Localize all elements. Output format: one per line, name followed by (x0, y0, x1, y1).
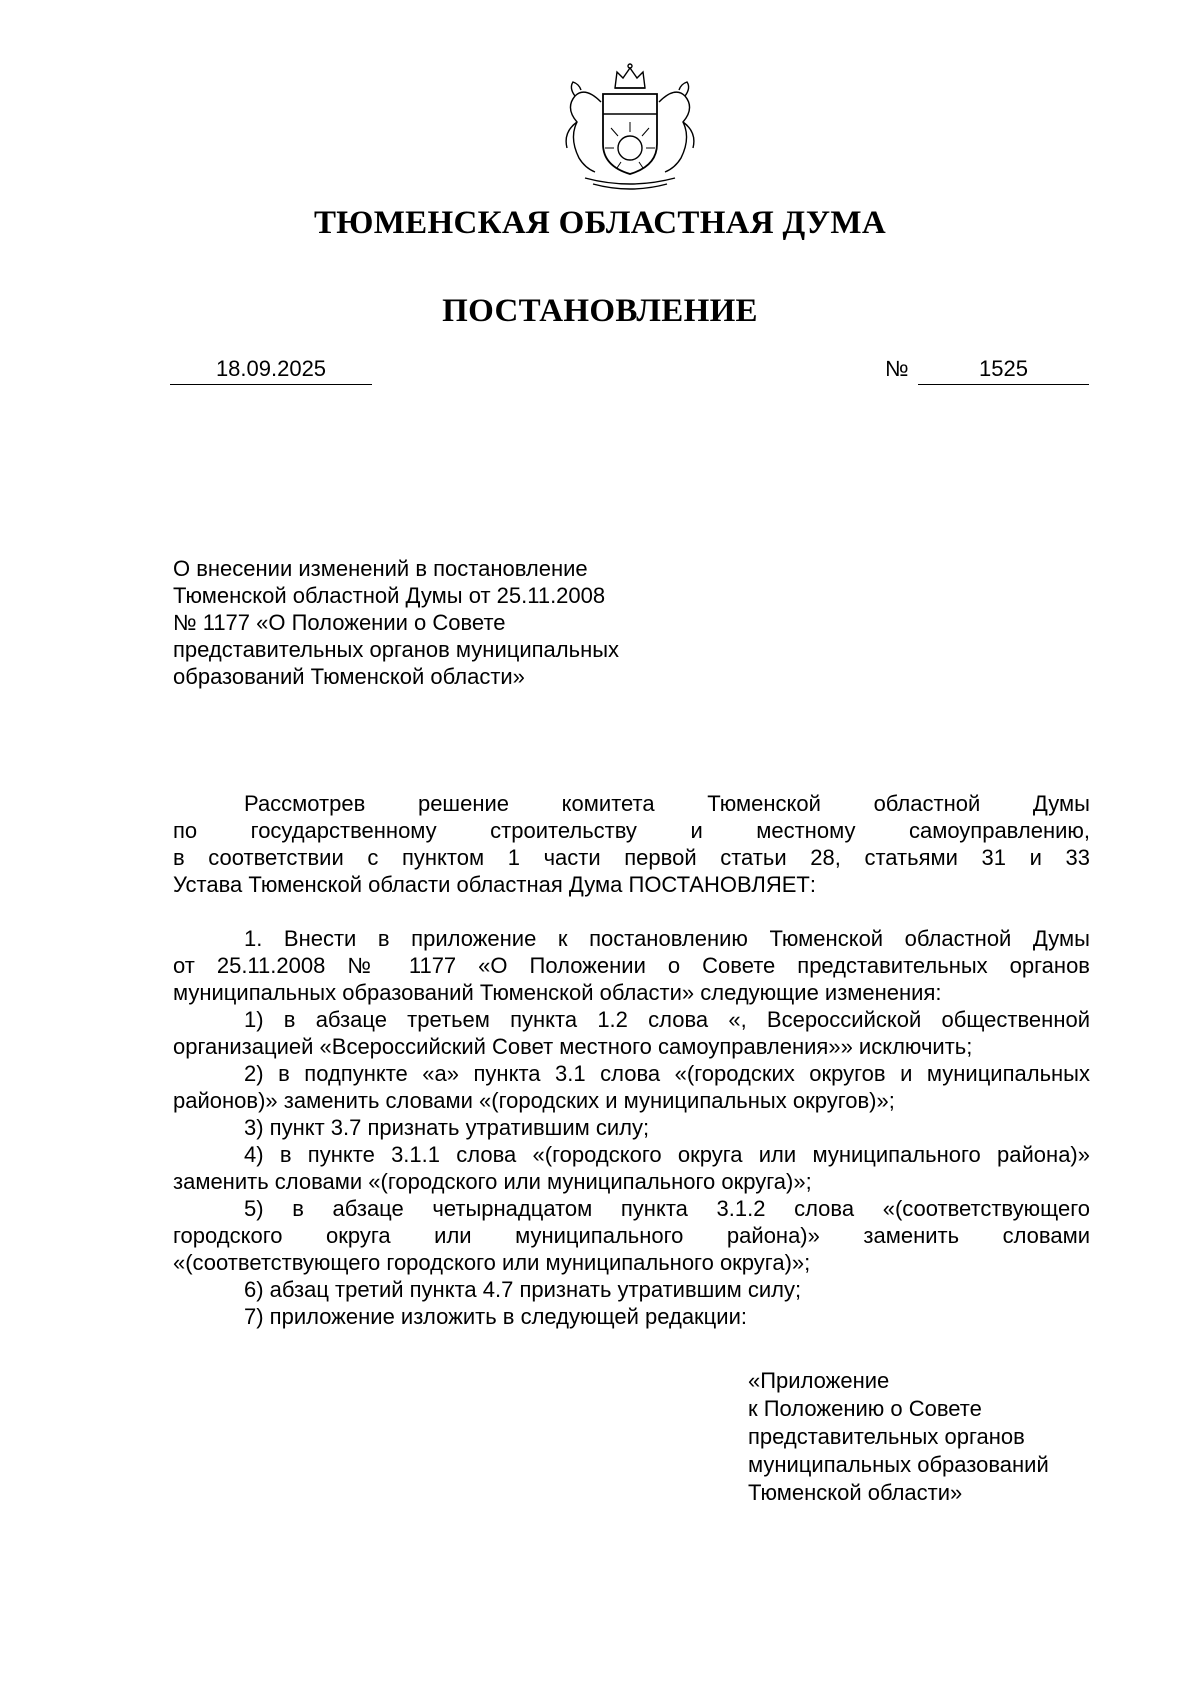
appendix-line: представительных органов (748, 1424, 1025, 1449)
subject-line: образований Тюменской области» (173, 664, 525, 689)
change-line: 1) в абзаце третьем пункта 1.2 слова «, Всероссийской общественной (244, 1007, 1090, 1032)
change-line: 7) приложение изложить в следующей редакции: (244, 1304, 747, 1329)
preamble-line: Рассмотрев решение комитета Тюменской областной Думы (244, 791, 1090, 816)
item-line: от 25.11.2008 № 1177 «О Положении о Совете представительных органов (173, 953, 1090, 978)
paragraph-spacer (173, 898, 1090, 925)
preamble-line: по государственному строительству и местному самоуправлению, (173, 818, 1090, 843)
change-line: 5) в абзаце четырнадцатом пункта 3.1.2 слова «(соответствующего (244, 1196, 1090, 1221)
preamble-line: Устава Тюменской области областная Дума ПОСТАНОВЛЯЕТ: (173, 872, 816, 897)
document-type-title: ПОСТАНОВЛЕНИЕ (442, 293, 758, 329)
item-line: муниципальных образований Тюменской области» следующие изменения: (173, 980, 942, 1005)
organization-title: ТЮМЕНСКАЯ ОБЛАСТНАЯ ДУМА (313, 205, 887, 241)
change-line: организацией «Всероссийский Совет местного самоуправления»» исключить; (173, 1034, 973, 1059)
number-sign: № (885, 356, 909, 381)
change-line: 6) абзац третий пункта 4.7 признать утратившим силу; (244, 1277, 802, 1302)
appendix-line: к Положению о Совете (748, 1396, 982, 1421)
subject-line: № 1177 «О Положении о Совете (173, 610, 506, 635)
appendix-line: «Приложение (748, 1368, 890, 1393)
document-subject (173, 555, 693, 690)
change-line: городского округа или муниципального района)» заменить словами (173, 1223, 1090, 1248)
preamble-line: в соответствии с пунктом 1 части первой статьи 28, статьями 31 и 33 (173, 845, 1090, 870)
appendix-line: Тюменской области» (748, 1480, 963, 1505)
change-line: 3) пункт 3.7 признать утратившим силу; (244, 1115, 650, 1140)
document-body (173, 790, 1090, 1330)
appendix-line: муниципальных образований (748, 1452, 1049, 1477)
subject-line: Тюменской областной Думы от 25.11.2008 (173, 583, 606, 608)
change-line: заменить словами «(городского или муниципального округа)»; (173, 1169, 812, 1194)
change-line: 4) в пункте 3.1.1 слова «(городского округа или муниципального района)» (244, 1142, 1090, 1167)
subject-line: О внесении изменений в постановление (173, 556, 588, 581)
document-number: 1525 (918, 354, 1089, 385)
appendix-reference (748, 1367, 1093, 1507)
subject-line: представительных органов муниципальных (173, 637, 620, 662)
change-line: «(соответствующего городского или муниципального округа)»; (173, 1250, 811, 1275)
coat-of-arms-icon (555, 62, 705, 194)
change-line: 2) в подпункте «а» пункта 3.1 слова «(городских округов и муниципальных (244, 1061, 1090, 1086)
change-line: районов)» заменить словами «(городских и муниципальных округов)»; (173, 1088, 895, 1113)
document-date: 18.09.2025 (170, 354, 372, 385)
item-line: 1. Внести в приложение к постановлению Тюменской областной Думы (244, 926, 1090, 951)
